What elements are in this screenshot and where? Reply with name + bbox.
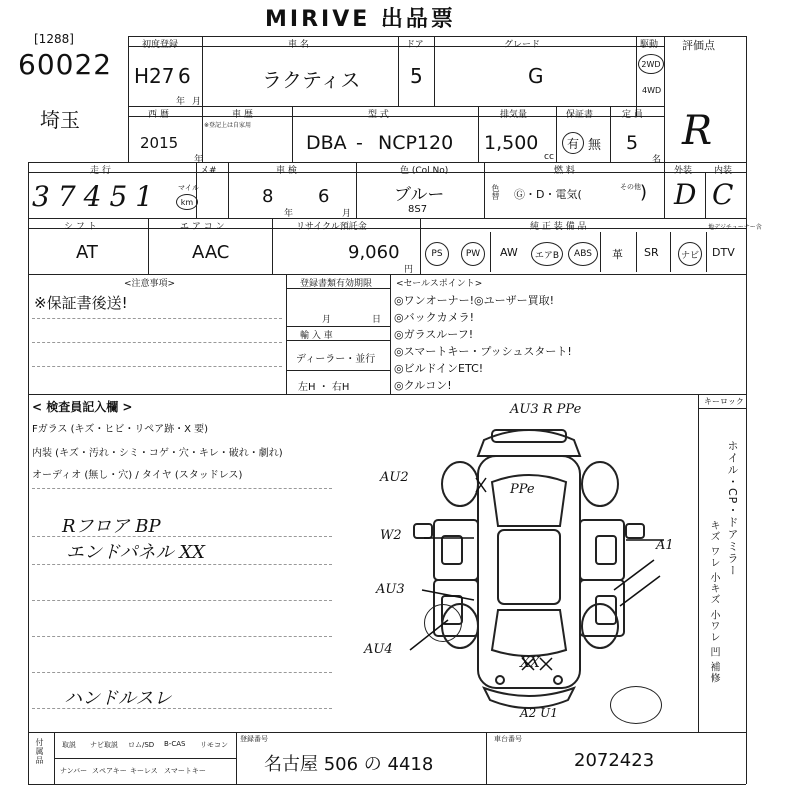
chassis-number: 2072423 — [574, 750, 655, 771]
sales-point: ◎ガラスルーフ! — [394, 328, 474, 341]
equip-leather: 革 — [612, 248, 623, 261]
sales-point: ◎ビルドインETC! — [394, 362, 484, 375]
equip-ps: PS — [425, 242, 449, 266]
warranty-no: 無 — [588, 138, 602, 153]
accessory: B-CAS — [164, 740, 186, 748]
handle-label: 左H ・ 右H — [298, 382, 350, 393]
drive-label: 駆動 — [640, 40, 659, 50]
caution-text: ※保証書後送! — [34, 294, 128, 312]
ac-value: AAC — [192, 242, 230, 263]
model-dash: - — [356, 132, 363, 154]
glass-line: Fガラス (キズ・ヒビ・リペア跡・X 要) — [32, 424, 209, 435]
reg-era: H27 — [134, 64, 175, 88]
inspection-month-unit: 月 — [342, 209, 352, 219]
equip-abs: ABS — [568, 242, 598, 266]
diagram-label: A1 — [656, 538, 674, 553]
drive-4wd: 4WD — [642, 86, 662, 95]
color-label: 色 (Col.No) — [400, 166, 449, 176]
side-legend: ホイル・CP・ドアミラー — [726, 440, 739, 577]
diagram-label: AU4 — [364, 642, 393, 657]
warranty-yes: 有 — [562, 132, 584, 154]
unit-km: km — [176, 194, 198, 210]
diagram-label: PPe — [510, 482, 535, 497]
unit-mile: マイル — [178, 184, 199, 192]
shift-label: シ フ ト — [64, 222, 97, 232]
month-unit: 月 — [192, 97, 202, 107]
mileage-value: 37451 — [32, 180, 162, 213]
accessory: スペアキー — [92, 767, 127, 775]
accessory-side-label: 付属品 — [35, 738, 44, 765]
year-unit: 年 — [176, 97, 186, 107]
diagram-label: AU3 R PPe — [510, 402, 582, 417]
accessory: ナビ取説 — [90, 741, 118, 749]
grade-value: G — [528, 64, 544, 88]
lot-bracket: [1288] — [34, 32, 74, 46]
sales-label: <セールスポイント> — [396, 279, 483, 289]
history-label: 車 歴 — [232, 110, 253, 120]
seats-unit: 名 — [652, 155, 662, 165]
reg-period-day: 日 — [372, 315, 382, 325]
side-legend-2: キズ ワレ 小キズ 小ワレ 凹 補修 — [708, 520, 719, 684]
accessory: キーレス — [130, 767, 158, 775]
lot-number: 60022 — [18, 48, 113, 81]
interior-line: 内装 (キズ・汚れ・シミ・コゲ・穴・キレ・破れ・劇れ) — [32, 448, 283, 459]
diagram-label: AU3 — [376, 582, 405, 597]
circle-mark — [424, 604, 462, 642]
equip-pw: PW — [461, 242, 485, 266]
color-number: 8S7 — [408, 204, 428, 215]
accessory: 取説 — [62, 741, 76, 749]
score-value: R — [682, 108, 713, 154]
warranty-label: 保証書 — [566, 110, 594, 120]
western-year: 2015 — [140, 134, 179, 152]
diagram-label: A2 U1 — [520, 706, 558, 720]
displacement-unit: cc — [544, 152, 554, 162]
western-year-unit: 年 — [194, 155, 204, 165]
model-code: NCP120 — [378, 132, 454, 154]
hand-note-bottom: ハンドルスレ — [64, 688, 172, 709]
seats: 5 — [626, 132, 639, 154]
inspection-month: 6 — [318, 186, 330, 207]
western-year-label: 西 暦 — [148, 110, 169, 120]
lot-region: 埼玉 — [40, 108, 80, 132]
accessory: ナンバー — [60, 767, 88, 775]
drive-2wd: 2WD — [638, 54, 664, 74]
fuel-options: Ⓖ・D・電気( — [514, 188, 582, 201]
inspection-year: 8 — [262, 186, 274, 207]
car-name-label: 車 名 — [288, 40, 309, 50]
interior-grade: C — [712, 178, 734, 211]
color-swap-label: 色替 — [491, 184, 500, 200]
door-label: ドア — [406, 40, 424, 50]
tuner-label: 地デジチューナー含 — [708, 224, 762, 231]
displacement-label: 排気量 — [500, 110, 528, 120]
keyless-label: キーロック — [704, 397, 744, 406]
fuel-close: ) — [640, 182, 648, 203]
hand-note: エンドパネル XX — [66, 542, 205, 563]
equip-navi: ナビ — [678, 242, 702, 266]
diagram-label: AU2 — [380, 470, 409, 485]
chassis-label: 車台番号 — [494, 735, 522, 743]
sales-point: ◎バックカメラ! — [394, 311, 475, 324]
caution-label: <注意事項> — [124, 279, 176, 289]
fuel-other: その他 — [620, 183, 641, 191]
seats-label: 定 員 — [622, 110, 643, 120]
exterior-grade: D — [674, 178, 697, 211]
diagram-label: W2 — [380, 528, 402, 543]
door-count: 5 — [410, 64, 423, 88]
ac-label: エ ア コ ン — [180, 222, 225, 232]
color-value: ブルー — [394, 185, 445, 205]
fuel-label: 燃 料 — [554, 166, 575, 176]
equip-airbag: エアB — [531, 242, 563, 266]
reg-period-month: 月 — [322, 315, 332, 325]
reg-month: 6 — [178, 64, 191, 88]
page-title: MIRIVE 出品票 — [265, 7, 456, 32]
reg-number: 名古屋 506 の 4418 — [264, 754, 434, 775]
accessory: リモコン — [200, 741, 228, 749]
dealer-label: ディーラー・並行 — [296, 354, 376, 365]
inspection-label: 車 検 — [276, 166, 297, 176]
equipment-label: 純 正 装 備 品 — [530, 222, 587, 232]
exterior-label: 外装 — [674, 166, 693, 176]
recycle-unit: 円 — [404, 265, 414, 275]
car-name: ラクティス — [262, 68, 361, 92]
equip-aw: AW — [500, 246, 518, 259]
equip-dtv: DTV — [712, 246, 735, 259]
recycle-value: 9,060 — [348, 242, 400, 263]
model-label: 型 式 — [368, 110, 389, 120]
inspector-title: < 検査員記入欄 > — [32, 400, 133, 414]
diagram-label: XX — [520, 655, 540, 671]
reg-number-label: 登録番号 — [240, 735, 268, 743]
sales-point: ◎スマートキー・プッシュスタート! — [394, 345, 572, 358]
mileage-label: 走 行 — [90, 166, 111, 176]
import-label: 輸 入 車 — [300, 331, 333, 341]
displacement: 1,500 — [484, 132, 539, 154]
interior-label: 内装 — [714, 166, 733, 176]
audio-line: オーディオ (無し・穴) / タイヤ (スタッドレス) — [32, 470, 243, 481]
equip-sunroof: SR — [644, 246, 659, 259]
recycle-label: リサイクル預託金 — [296, 222, 367, 232]
history-note: ※登記上は自家用 — [204, 122, 252, 129]
inspection-year-unit: 年 — [284, 209, 294, 219]
sales-point: ◎クルコン! — [394, 379, 452, 392]
hand-note: Rフロア BP — [62, 516, 161, 537]
reg-date-label: 初度登録 — [142, 40, 179, 50]
grade-label: グレード — [504, 40, 541, 50]
accessory: スマートキー — [164, 767, 206, 775]
shift-value: AT — [76, 242, 98, 263]
circle-mark — [610, 686, 662, 724]
meter-label: メ# — [200, 166, 217, 176]
model-prefix: DBA — [306, 132, 347, 154]
reg-period-label: 登録書類有効期限 — [300, 279, 373, 289]
score-label: 評価点 — [682, 39, 715, 52]
car-diagram — [364, 400, 694, 730]
accessory: ロム/SD — [128, 741, 155, 749]
sales-point: ◎ワンオーナー!◎ユーザー買取! — [394, 294, 555, 307]
